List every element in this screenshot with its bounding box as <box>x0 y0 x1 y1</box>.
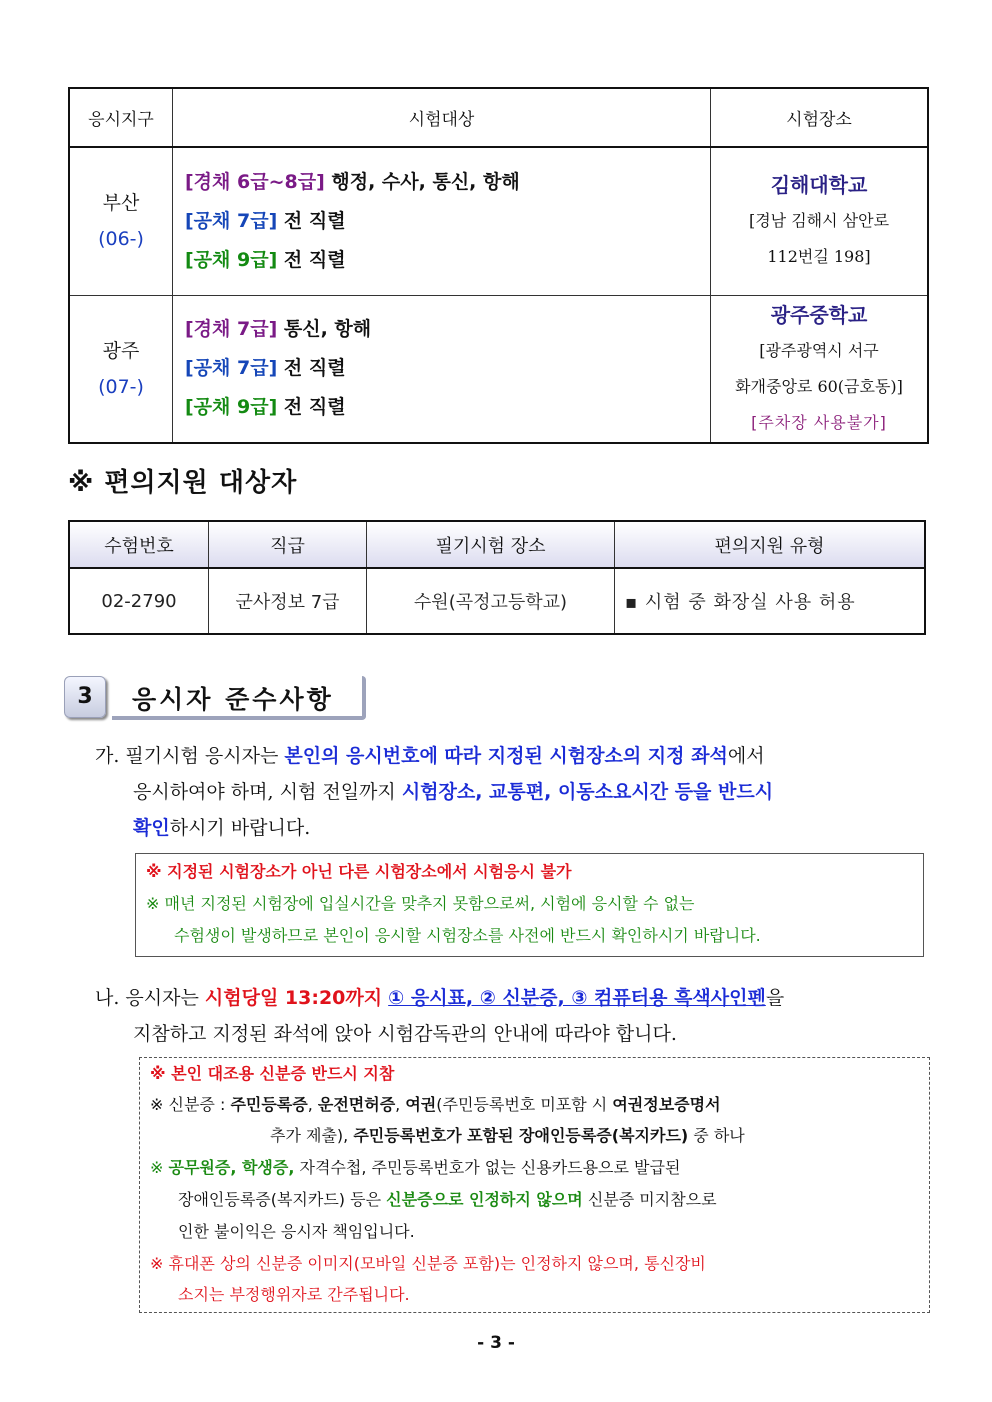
target-line <box>185 202 710 241</box>
text-span: 장애인등록증(복지카드) 등은 <box>178 1190 387 1209</box>
address-line: [광주광역시 서구 <box>759 340 879 360</box>
notice-line: ※ 휴대폰 상의 신분증 이미지(모바일 신분증 포함)는 인정하지 않으며, 통신장비 <box>150 1254 706 1273</box>
text-span: ※ 신분증 : <box>150 1095 231 1114</box>
emphasis-text: 시험장소, 교통편, 이동소요시간 등을 반드시 <box>401 781 774 803</box>
target-cell <box>173 295 711 443</box>
text-span: , <box>307 1095 318 1114</box>
text-span: 중 하나 <box>688 1126 745 1145</box>
col-header-exam-place: 필기시험 장소 <box>367 521 615 568</box>
text-span: 가. 필기시험 응시자는 <box>95 745 285 767</box>
notice-line: ※ 지정된 시험장소가 아닌 다른 시험장소에서 시험응시 불가 <box>146 862 572 881</box>
emphasis-text: 공무원증, 학생증, <box>168 1158 295 1177</box>
region-code: (07-) <box>98 375 144 398</box>
table-row <box>69 568 925 634</box>
notice-line: ※ 본인 대조용 신분증 반드시 지참 <box>150 1064 395 1083</box>
text-span: 하시기 바랍니다. <box>169 817 311 839</box>
target-tag: [공채 9급] <box>185 396 278 419</box>
cell-grade: 군사정보 7급 <box>209 568 367 634</box>
cell-exam-number: 02-2790 <box>69 568 209 634</box>
target-tag: [공채 7급] <box>185 357 278 380</box>
region-name: 광주 <box>102 339 140 362</box>
target-tag: [공채 9급] <box>185 248 278 271</box>
emphasis-text: 여권정보증명서 <box>612 1095 721 1114</box>
paragraph-ga <box>95 738 935 846</box>
text-span: ※ <box>150 1158 169 1177</box>
notice-line <box>178 1184 717 1216</box>
text-span: , <box>395 1095 406 1114</box>
notice-line: 소지는 부정행위자로 간주됩니다. <box>178 1285 410 1304</box>
target-line <box>185 310 710 349</box>
region-code: (06-) <box>98 228 144 251</box>
notice-box <box>139 1057 930 1313</box>
para-line: 지참하고 지정된 좌석에 앉아 시험감독관의 안내에 따라야 합니다. <box>133 1023 677 1045</box>
emphasis-text: 주민등록번호가 포함된 장애인등록증(복지카드) <box>353 1126 689 1145</box>
section-title: 응시자 준수사항 <box>132 685 334 714</box>
target-text: 전 직렬 <box>277 248 346 271</box>
table-header-row <box>69 521 925 568</box>
emphasis-text: 운전면허증 <box>317 1095 396 1114</box>
notice-line: 수험생이 발생하므로 본인이 응시할 시험장소를 사전에 반드시 확인하시기 바랍니다. <box>174 926 761 945</box>
emphasis-text: ① 응시표, ② 신분증, ③ 컴퓨터용 흑색사인펜 <box>388 987 766 1009</box>
para-line <box>95 810 935 846</box>
col-header-place: 시험장소 <box>711 88 929 147</box>
text-span: 에서 <box>727 745 765 767</box>
table-row <box>69 295 928 443</box>
exam-location-table <box>68 87 929 444</box>
text-span: (주민등록번호 미포함 시 <box>436 1095 613 1114</box>
table-row <box>69 147 928 295</box>
region-cell <box>69 295 173 443</box>
target-text: 행정, 수사, 통신, 항해 <box>324 170 520 193</box>
text-span: 신분증 미지참으로 <box>582 1190 717 1209</box>
para-line <box>95 980 935 1016</box>
region-cell <box>69 147 173 295</box>
col-header-exam-number: 수험번호 <box>69 521 209 568</box>
target-line <box>185 241 710 280</box>
para-line <box>95 738 935 774</box>
emphasis-text: 주민등록증 <box>230 1095 308 1114</box>
target-line <box>185 163 710 202</box>
address-line: 112번길 198] <box>767 247 871 267</box>
notice-line <box>270 1120 745 1152</box>
cell-exam-place: 수원(곡정고등학교) <box>367 568 615 634</box>
text-span: 응시하여야 하며, 시험 전일까지 <box>133 781 402 803</box>
emphasis-text: 시험당일 13:20까지 <box>204 987 383 1009</box>
emphasis-text: 신분증으로 인정하지 않으며 <box>386 1190 583 1209</box>
parking-note: [주차장 사용불가] <box>751 412 887 432</box>
school-name: 광주중학교 <box>770 302 868 327</box>
target-line <box>185 349 710 388</box>
notice-line <box>150 1089 721 1121</box>
col-header-region: 응시지구 <box>69 88 173 147</box>
text-span: 나. 응시자는 <box>95 987 205 1009</box>
col-header-grade: 직급 <box>209 521 367 568</box>
notice-box <box>135 853 924 957</box>
school-name: 김해대학교 <box>770 173 868 198</box>
text-span: 자격수첩, 주민등록번호가 없는 신용카드용으로 발급된 <box>294 1158 681 1177</box>
address-line: 화개중앙로 60(금호동)] <box>735 376 903 396</box>
page-number: - 3 - <box>477 1333 515 1353</box>
target-text: 전 직렬 <box>277 209 346 232</box>
target-cell <box>173 147 711 295</box>
notice-line <box>150 1152 680 1184</box>
target-text: 통신, 항해 <box>277 318 372 341</box>
place-cell <box>711 295 929 443</box>
emphasis-text: 본인의 응시번호에 따라 지정된 시험장소의 지정 좌석 <box>284 745 728 767</box>
place-cell <box>711 147 929 295</box>
target-tag: [경채 7급] <box>185 318 278 341</box>
text-span: 을 <box>765 987 785 1009</box>
notice-line: 인한 불이익은 응시자 책임입니다. <box>178 1222 415 1241</box>
region-name: 부산 <box>102 192 140 215</box>
target-text: 전 직렬 <box>277 357 346 380</box>
target-text: 전 직렬 <box>277 396 346 419</box>
table-header-row <box>69 88 928 147</box>
notice-line: ※ 매년 지정된 시험장에 입실시간을 맞추지 못함으로써, 시험에 응시할 수 없는 <box>146 894 695 913</box>
target-line <box>185 388 710 427</box>
paragraph-na <box>95 980 935 1052</box>
cell-support-type: ▪ 시험 중 화장실 사용 허용 <box>615 568 926 634</box>
para-line <box>95 774 935 810</box>
target-tag: [공채 7급] <box>185 209 278 232</box>
section-number-badge: 3 <box>64 676 106 718</box>
text-span: 추가 제출), <box>270 1126 354 1145</box>
target-tag: [경채 6급~8급] <box>185 170 325 193</box>
col-header-support-type: 편의지원 유형 <box>615 521 926 568</box>
emphasis-text: 여권 <box>405 1095 437 1114</box>
support-heading: ※ 편의지원 대상자 <box>68 468 298 498</box>
emphasis-text: 확인 <box>133 817 170 839</box>
support-table <box>68 520 926 635</box>
col-header-target: 시험대상 <box>173 88 711 147</box>
address-line: [경남 김해시 삼안로 <box>748 211 890 231</box>
